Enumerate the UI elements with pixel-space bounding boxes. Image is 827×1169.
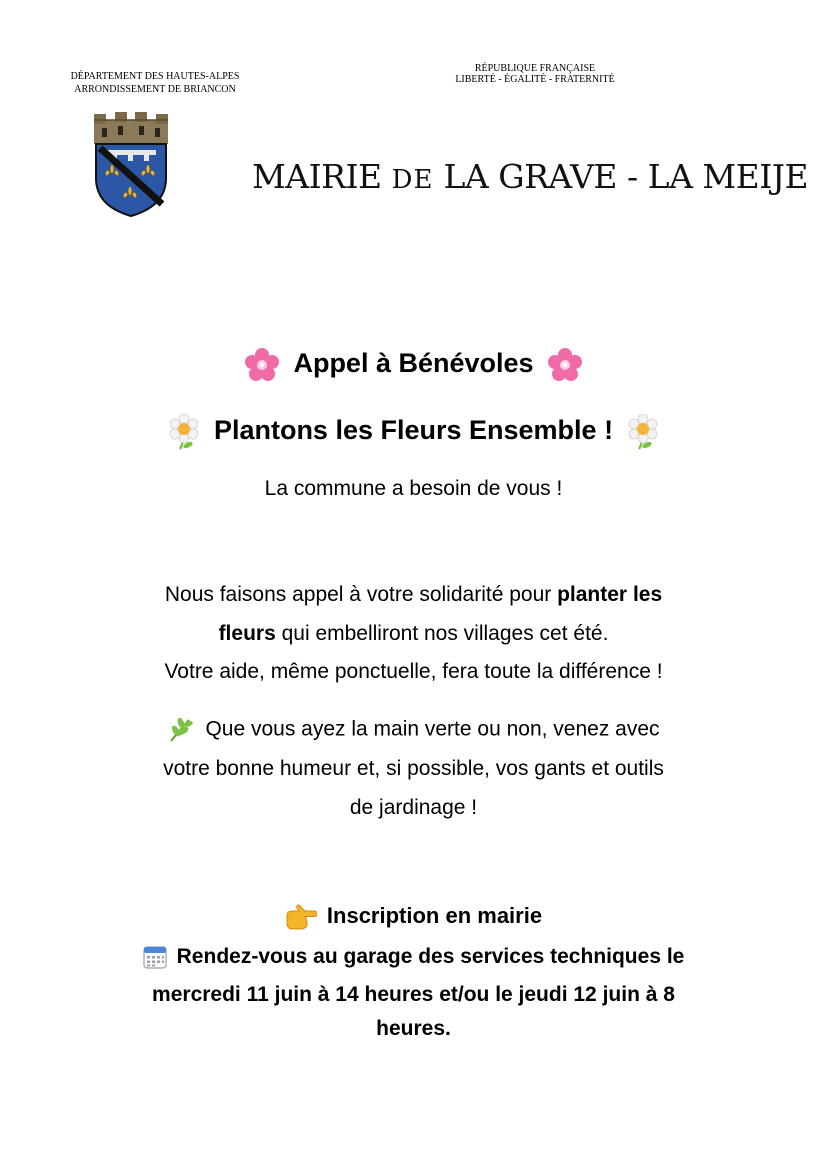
p1-bold2: fleurs: [218, 622, 276, 645]
p1-start: Nous faisons appel à votre solidarité pour: [164, 583, 558, 606]
inscription-line: [0, 903, 827, 930]
white-daisy-icon: [168, 414, 200, 450]
pink-blossom-icon: [548, 348, 582, 382]
coat-of-arms-icon: [88, 112, 174, 218]
mairie-word: MAIRIE: [252, 157, 382, 196]
p1-bold1: planter les: [557, 583, 663, 606]
herb-sprig-icon: [167, 717, 193, 743]
calendar-icon: [143, 945, 167, 969]
rendezvous-line3: heures.: [376, 1017, 451, 1040]
devise-text: LIBERTÉ - ÉGALITÉ - FRATERNITÉ: [455, 74, 615, 85]
republique-text: RÉPUBLIQUE FRANÇAISE: [474, 63, 596, 74]
republic-header: [420, 63, 650, 85]
mairie-title: [252, 157, 809, 196]
paragraph2-line1: [0, 717, 827, 743]
inscription-text: Inscription en mairie: [326, 903, 543, 928]
title-plantons: [0, 414, 827, 450]
rdv-line1-text: Rendez-vous au garage des services techniques le: [176, 945, 685, 968]
title-appel: [0, 348, 827, 382]
paragraph1-line3: Votre aide, même ponctuelle, fera toute la différence !: [164, 660, 663, 683]
paragraph2-line3: de jardinage !: [349, 796, 478, 819]
departement-text: DÉPARTEMENT DES HAUTES-ALPES: [70, 71, 240, 82]
department-header: [40, 70, 270, 96]
paragraph1-line1: [0, 583, 827, 607]
arrondissement-text: ARRONDISSEMENT DE BRIANCON: [74, 84, 236, 95]
paragraph2-line2: votre bonne humeur et, si possible, vos gants et outils: [163, 757, 664, 780]
title-plantons-text: Plantons les Fleurs Ensemble !: [213, 415, 614, 446]
subtitle: La commune a besoin de vous !: [264, 477, 563, 500]
paragraph1-line2: [0, 622, 827, 646]
p2-line1-text: Que vous ayez la main verte ou non, venez avec: [205, 717, 660, 741]
mairie-commune: LA GRAVE - LA MEIJE: [443, 157, 809, 196]
pink-blossom-icon: [245, 348, 279, 382]
p1-rest: qui embelliront nos villages cet été.: [275, 622, 609, 645]
mairie-de-word: DE: [391, 165, 434, 195]
rendezvous-line1: [0, 945, 827, 969]
rendezvous-line2: mercredi 11 juin à 14 heures et/ou le jeudi 12 juin à 8: [152, 983, 675, 1006]
white-daisy-icon: [627, 414, 659, 450]
title-appel-text: Appel à Bénévoles: [293, 348, 534, 379]
pointing-hand-icon: [285, 904, 317, 930]
